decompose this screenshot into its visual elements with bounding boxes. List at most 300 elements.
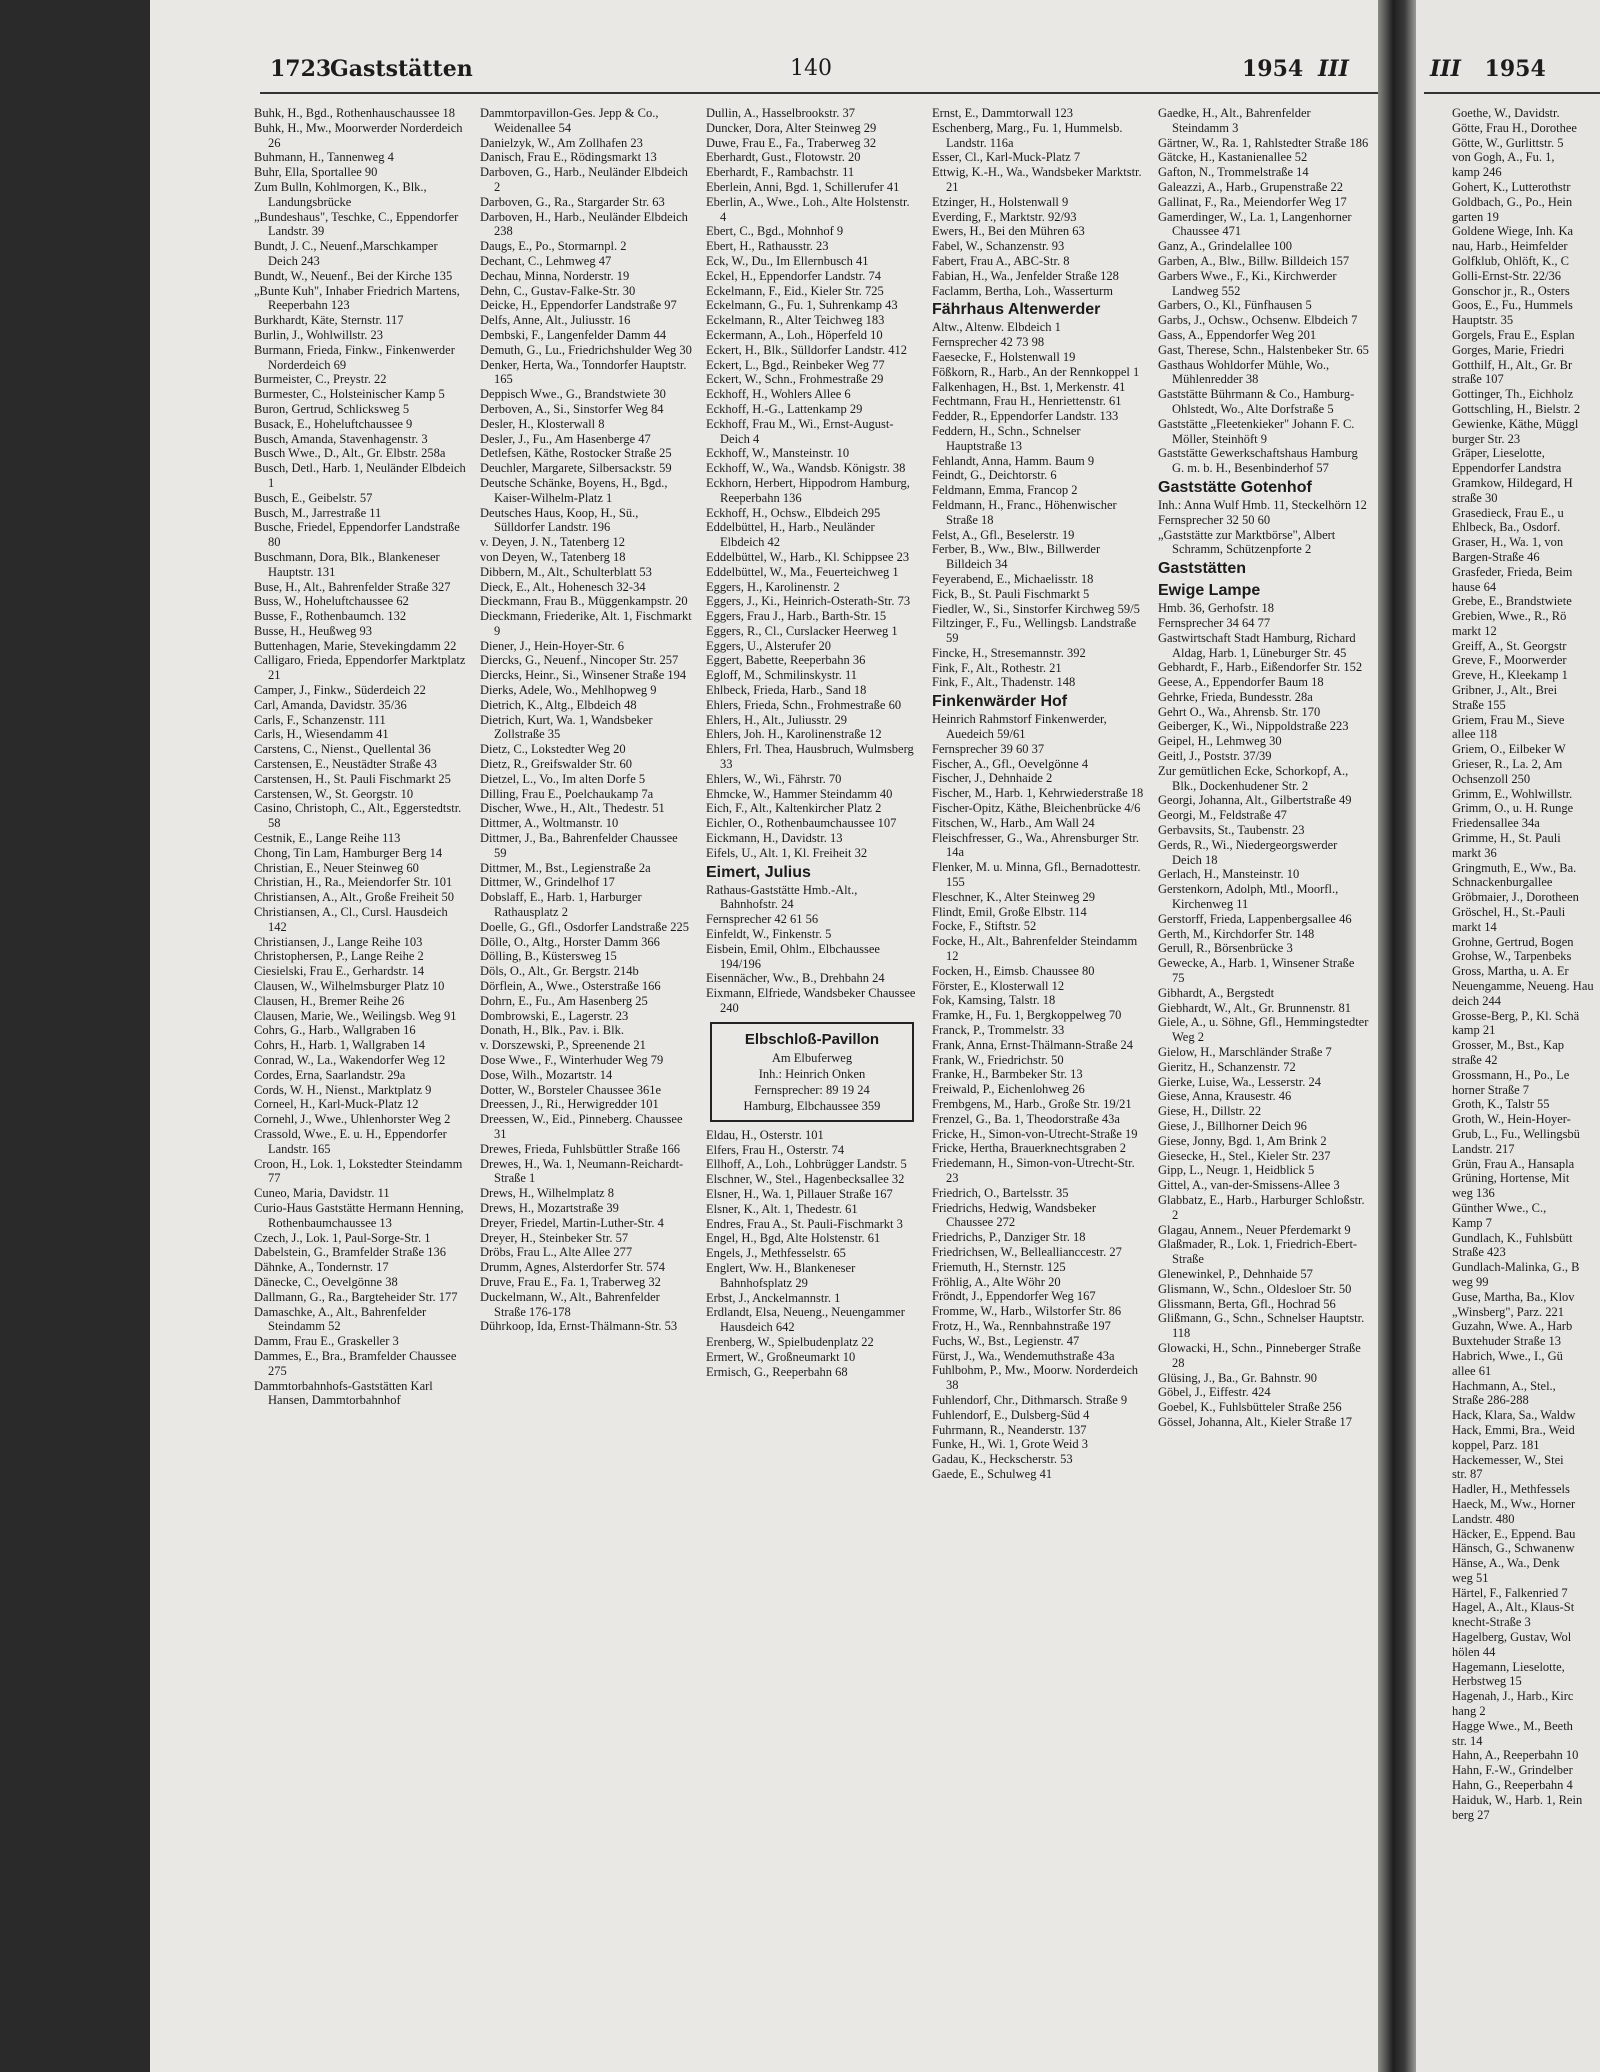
directory-entry: Faclamm, Bertha, Loh., Wasserturm xyxy=(932,283,1114,298)
directory-entry: Giese, Anna, Krausestr. 46 xyxy=(1158,1089,1292,1104)
directory-entry: Gössel, Johanna, Alt., Kieler Straße 17 xyxy=(1158,1414,1353,1429)
directory-entry: Drews, H., Wilhelmplatz 8 xyxy=(480,1186,614,1201)
directory-entry: Fink, F., Alt., Thadenstr. 148 xyxy=(932,675,1076,690)
advertisement-line: Fernsprecher: 89 19 24 xyxy=(754,1082,870,1097)
next-page-entry: kamp 21 xyxy=(1452,1023,1496,1038)
directory-entry: Elsner, K., Alt. 1, Thedestr. 61 xyxy=(706,1201,858,1216)
next-page-entry: Grimme, H., St. Pauli xyxy=(1452,831,1561,846)
directory-entry: Eddelbüttel, H., Harb., Neuländer Elbdeich 42 xyxy=(706,520,875,550)
directory-entry: Gast, Therese, Schn., Halstenbeker Str. 65 xyxy=(1158,342,1369,357)
directory-entry: Frembgens, M., Harb., Große Str. 19/21 xyxy=(932,1097,1132,1111)
directory-entry: Camper, J., Finkw., Süderdeich 22 xyxy=(254,683,426,698)
next-page-entry: Hahn, A., Reeperbahn 10 xyxy=(1452,1748,1579,1763)
directory-entry: Gasthaus Wohldorfer Mühle, Wo., Mühlenredder 38 xyxy=(1158,357,1330,387)
next-page-entry: Hachmann, A., Stel., xyxy=(1452,1378,1556,1393)
directory-entry: Carls, F., Schanzenstr. 111 xyxy=(254,712,386,727)
directory-entry: Friedemann, H., Simon-von-Utrecht-Str. 23 xyxy=(932,1156,1135,1185)
next-page-entry: Grosse-Berg, P., Kl. Schä xyxy=(1452,1008,1580,1023)
next-page-entry: Landstr. 217 xyxy=(1452,1141,1515,1156)
directory-entry: Damaschke, A., Alt., Bahrenfelder Steindamm 52 xyxy=(254,1304,427,1334)
directory-entry: „Bunte Kuh", Inhaber Friedrich Martens, Reeperbahn 123 xyxy=(254,283,460,313)
directory-entry: Carls, H., Wiesendamm 41 xyxy=(254,727,389,742)
next-page-entry: burger Str. 23 xyxy=(1452,431,1521,446)
directory-entry: Geiberger, K., Wi., Nippoldstraße 223 xyxy=(1158,719,1349,734)
next-page-entry: straße 30 xyxy=(1452,490,1498,505)
directory-entry: Buhk, H., Mw., Moorwerder Norderdeich 26 xyxy=(254,120,463,150)
directory-heading: Eimert, Julius xyxy=(706,863,811,881)
directory-entry: Fabert, Frau A., ABC-Str. 8 xyxy=(932,253,1070,268)
directory-entry: Gätcke, H., Kastanienallee 52 xyxy=(1158,150,1308,165)
next-page-entry: Grüning, Hortense, Mit xyxy=(1452,1171,1570,1186)
directory-entry: Glenewinkel, P., Dehnhaide 57 xyxy=(1158,1266,1313,1281)
next-page-entry: Hadler, H., Methfessels xyxy=(1452,1482,1570,1497)
directory-entry: Eschenberg, Marg., Fu. 1, Hummelsb. Landstr. 116a xyxy=(932,120,1123,150)
directory-entry: Ernst, E., Dammtorwall 123 xyxy=(932,106,1073,120)
directory-entry: Dehn, C., Gustav-Falke-Str. 30 xyxy=(480,283,636,298)
directory-entry: Elschner, W., Stel., Hagenbecksallee 32 xyxy=(706,1172,905,1187)
directory-entry: Duwe, Frau E., Fa., Traberweg 32 xyxy=(706,135,877,150)
directory-entry: Gerds, R., Wi., Niedergeorgswerder Deich 18 xyxy=(1158,837,1338,867)
directory-entry: Crassold, Wwe., E. u. H., Eppendorfer Landstr. 165 xyxy=(254,1126,447,1156)
next-page-entry: nau, Harb., Heimfelder xyxy=(1452,239,1568,254)
next-page-entry: Grün, Frau A., Hansapla xyxy=(1452,1156,1575,1171)
directory-entry: Dammtorbahnhofs-Gaststätten Karl Hansen, Dammtorbahnhof xyxy=(254,1378,433,1408)
directory-entry: Gierke, Luise, Wa., Lesserstr. 24 xyxy=(1158,1074,1321,1089)
directory-entry: Busch, E., Geibelstr. 57 xyxy=(254,490,373,505)
directory-entry: Fitschen, W., Harb., Am Wall 24 xyxy=(932,815,1095,830)
directory-entry: Feldmann, Emma, Francop 2 xyxy=(932,483,1078,498)
directory-entry: Eggers, Frau J., Harb., Barth-Str. 15 xyxy=(706,609,887,624)
directory-entry: Druve, Frau E., Fa. 1, Traberweg 32 xyxy=(480,1274,661,1289)
directory-entry: Heinrich Rahmstorf Finkenwerder, Auedeich 59/61 xyxy=(932,712,1107,742)
directory-entry: Eckert, W., Schn., Frohmestraße 29 xyxy=(706,372,884,387)
section-title: Gaststätten xyxy=(330,56,473,82)
next-page-entry: horner Straße 7 xyxy=(1452,1082,1530,1097)
directory-entry: Clausen, Marie, We., Weilingsb. Weg 91 xyxy=(254,1008,457,1023)
directory-entry: Focke, H., Alt., Bahrenfelder Steindamm 12 xyxy=(932,934,1138,964)
directory-entry: Burmester, C., Holsteinischer Kamp 5 xyxy=(254,387,445,402)
directory-entry: Deppisch Wwe., G., Brandstwiete 30 xyxy=(480,387,666,402)
directory-entry: Friedrichs, P., Danziger Str. 18 xyxy=(932,1230,1086,1245)
directory-entry: Ferber, B., Ww., Blw., Billwerder Billdeich 34 xyxy=(932,542,1101,572)
directory-entry: Dietz, R., Greifswalder Str. 60 xyxy=(480,757,633,772)
directory-entry: Carstensen, W., St. Georgstr. 10 xyxy=(254,786,414,801)
directory-entry: Doelle, G., Gfl., Osdorfer Landstraße 225 xyxy=(480,919,689,934)
directory-entry: Dibbern, M., Alt., Schulterblatt 53 xyxy=(480,564,652,579)
directory-entry: Altw., Altenw. Elbdeich 1 xyxy=(932,320,1061,335)
directory-entry: Feindt, G., Deichtorstr. 6 xyxy=(932,468,1057,483)
directory-entry: Eckelmann, G., Fu. 1, Suhrenkamp 43 xyxy=(706,298,898,313)
next-page-entry: garten 19 xyxy=(1452,209,1499,224)
directory-entry: Cohrs, G., Harb., Wallgraben 16 xyxy=(254,1023,416,1038)
directory-heading: Gaststätten xyxy=(1158,560,1247,578)
directory-entry: Eckhoff, H.-G., Lattenkamp 29 xyxy=(706,401,863,416)
directory-entry: Busche, Friedel, Eppendorfer Landstraße 80 xyxy=(254,520,460,550)
directory-entry: Dänecke, C., Oevelgönne 38 xyxy=(254,1274,398,1289)
next-page-entry: Gorgels, Frau E., Esplan xyxy=(1452,327,1575,342)
directory-entry: Felst, A., Gfl., Beselerstr. 19 xyxy=(932,527,1075,542)
directory-entry: Erenberg, W., Spielbudenplatz 22 xyxy=(706,1334,874,1349)
next-page-entry: Hänsch, G., Schwanenw xyxy=(1452,1541,1575,1556)
directory-entry: Geipel, H., Lehmweg 30 xyxy=(1158,734,1282,749)
next-page-entry: Greve, F., Moorwerder xyxy=(1452,653,1567,668)
directory-entry: Busch, M., Jarrestraße 11 xyxy=(254,505,382,520)
directory-entry: Garbers Wwe., F., Ki., Kirchwerder Landweg 552 xyxy=(1158,268,1337,298)
next-page-entry: Ochsenzoll 250 xyxy=(1452,771,1531,786)
directory-entry: Glißmann, G., Schn., Schnelser Hauptstr. 118 xyxy=(1158,1311,1365,1341)
directory-entry: Christian, E., Neuer Steinweg 60 xyxy=(254,860,419,875)
directory-entry: Ehmcke, W., Hammer Steindamm 40 xyxy=(706,786,893,801)
directory-entry: Eckelmann, F., Eid., Kieler Str. 725 xyxy=(706,283,884,298)
directory-entry: „Bundeshaus", Teschke, C., Eppendorfer Landstr. 39 xyxy=(254,209,459,239)
directory-entry: Gerull, R., Börsenbrücke 3 xyxy=(1158,941,1293,956)
next-year-label: 1954 xyxy=(1484,56,1546,82)
next-page-entry: knecht-Straße 3 xyxy=(1452,1615,1531,1630)
directory-entry: Eckhoff, H., Ochsw., Elbdeich 295 xyxy=(706,505,881,520)
next-page-entry: Gundlach, K., Fuhlsbütt xyxy=(1452,1230,1573,1245)
next-page-entry: markt 36 xyxy=(1452,845,1497,860)
directory-entry: Denker, Herta, Wa., Tonndorfer Hauptstr. 165 xyxy=(480,357,687,387)
advertisement-box xyxy=(710,1022,914,1122)
directory-entry: Dölling, B., Küstersweg 15 xyxy=(480,949,617,964)
directory-entry: Dechau, Minna, Norderstr. 19 xyxy=(480,268,630,283)
directory-entry: Gittel, A., van-der-Smissens-Allee 3 xyxy=(1158,1178,1340,1193)
directory-entry: Ehlers, Frl. Thea, Hausbruch, Wulmsberg 33 xyxy=(706,742,914,772)
directory-entry: Faesecke, F., Holstenwall 19 xyxy=(932,349,1076,364)
directory-entry: Glabbatz, E., Harb., Harburger Schloßstr. 2 xyxy=(1158,1192,1365,1222)
directory-entry: Gallinat, F., Ra., Meiendorfer Weg 17 xyxy=(1158,194,1347,209)
directory-entry: Ebert, C., Bgd., Mohnhof 9 xyxy=(706,224,844,239)
directory-entry: Dittmer, M., Bst., Legienstraße 2a xyxy=(480,860,651,875)
directory-entry: Fricke, Hertha, Brauerknechtsgraben 2 xyxy=(932,1141,1127,1156)
directory-entry: Fabian, H., Wa., Jenfelder Straße 128 xyxy=(932,268,1119,283)
next-page-entry: Herbstweg 15 xyxy=(1452,1674,1522,1689)
directory-entry: Friemuth, H., Sternstr. 125 xyxy=(932,1259,1066,1274)
directory-entry: Darboven, G., Harb., Neuländer Elbdeich 2 xyxy=(480,165,688,194)
next-page-entry: Goldbach, G., Po., Hein xyxy=(1452,194,1573,209)
next-page-entry: Guse, Martha, Ba., Klov xyxy=(1452,1289,1575,1304)
directory-entry: Feldmann, H., Franc., Höhenwischer Straße 18 xyxy=(932,497,1117,527)
directory-entry: Falkenhagen, H., Bst. 1, Merkenstr. 41 xyxy=(932,379,1126,394)
directory-entry: Daugs, E., Po., Stormarnpl. 2 xyxy=(480,239,627,254)
directory-entry: Everding, F., Marktstr. 92/93 xyxy=(932,209,1077,224)
next-page-entry: Grasfeder, Frieda, Beim xyxy=(1452,564,1573,579)
next-page-entry: Ehlbeck, Ba., Osdorf. xyxy=(1452,520,1561,535)
directory-entry: Deicke, H., Eppendorfer Landstraße 97 xyxy=(480,298,677,313)
directory-entry: Englert, Ww. H., Blankeneser Bahnhofsplatz 29 xyxy=(706,1260,856,1290)
directory-entry: Eifels, U., Alt. 1, Kl. Freiheit 32 xyxy=(706,845,868,860)
directory-entry: Eckhorn, Herbert, Hippodrom Hamburg, Reeperbahn 136 xyxy=(706,475,910,505)
directory-entry: Dreessen, W., Eid., Pinneberg. Chaussee 31 xyxy=(480,1112,683,1141)
directory-entry: Fiedler, W., Si., Sinstorfer Kirchweg 59/5 xyxy=(932,601,1140,616)
next-page-entry: straße 107 xyxy=(1452,372,1504,387)
directory-entry: Busch, Detl., Harb. 1, Neuländer Elbdeich 1 xyxy=(254,461,466,490)
next-page-entry: Straße 155 xyxy=(1452,697,1506,712)
directory-entry: Discher, Wwe., H., Alt., Thedestr. 51 xyxy=(480,801,665,816)
directory-entry: Eisbein, Emil, Ohlm., Elbchaussee 194/196 xyxy=(706,941,880,971)
directory-entry: Calligaro, Frieda, Eppendorfer Marktplatz 21 xyxy=(254,653,466,683)
directory-entry: Drewes, H., Wa. 1, Neumann-Reichardt-Straße 1 xyxy=(480,1156,684,1186)
directory-entry: Gärtner, W., Ra. 1, Rahlstedter Straße 186 xyxy=(1158,135,1369,150)
directory-entry: Friedrich, O., Bartelsstr. 35 xyxy=(932,1185,1069,1200)
directory-entry: Donath, H., Blk., Pav. i. Blk. xyxy=(480,1023,624,1038)
directory-entry: Goebel, K., Fuhlsbütteler Straße 256 xyxy=(1158,1400,1342,1415)
directory-entry: Galeazzi, A., Harb., Grupenstraße 22 xyxy=(1158,179,1343,194)
directory-entry: Buttenhagen, Marie, Stevekingdamm 22 xyxy=(254,638,457,653)
next-page-entry: von Gogh, A., Fu. 1, xyxy=(1452,150,1555,165)
directory-entry: Dilling, Frau E., Poelchaukamp 7a xyxy=(480,786,654,801)
directory-entry: Ebert, H., Rathausstr. 23 xyxy=(706,239,829,254)
directory-entry: Damm, Frau E., Graskeller 3 xyxy=(254,1334,399,1349)
directory-entry: Carstens, C., Nienst., Quellental 36 xyxy=(254,742,431,757)
directory-entry: Dreyer, Friedel, Martin-Luther-Str. 4 xyxy=(480,1215,664,1230)
directory-entry: Ehlers, Joh. H., Karolinenstraße 12 xyxy=(706,727,882,742)
directory-entry: Demuth, G., Lu., Friedrichshulder Weg 30 xyxy=(480,342,692,357)
directory-entry: Burkhardt, Käte, Sternstr. 117 xyxy=(254,313,404,328)
directory-entry: Glaßmader, R., Lok. 1, Friedrich-Ebert-Straße xyxy=(1158,1237,1358,1267)
next-page-entry: Landstr. 480 xyxy=(1452,1511,1515,1526)
directory-entry: Glowacki, H., Schn., Pinneberger Straße 28 xyxy=(1158,1340,1361,1370)
directory-entry: Gehrke, Frieda, Bundesstr. 28a xyxy=(1158,689,1313,704)
advertisement-line: Am Elbuferweg xyxy=(771,1050,853,1065)
directory-entry: Eldau, H., Osterstr. 101 xyxy=(706,1127,824,1142)
directory-entry: Gerstenkorn, Adolph, Mtl., Moorfl., Kirchenweg 11 xyxy=(1158,882,1339,912)
next-page-entry: Hahn, F.-W., Grindelber xyxy=(1452,1763,1573,1778)
directory-entry: Eggers, R., Cl., Curslacker Heerweg 1 xyxy=(706,623,898,638)
directory-entry: Carstensen, E., Neustädter Straße 43 xyxy=(254,757,437,772)
directory-entry: Burmeister, C., Preystr. 22 xyxy=(254,372,387,387)
directory-entry: Delfs, Anne, Alt., Juliusstr. 16 xyxy=(480,313,631,328)
directory-entry: Dröbs, Frau L., Alte Allee 277 xyxy=(480,1245,633,1260)
directory-entry: Buhk, H., Bgd., Rothenhauschaussee 18 xyxy=(254,106,456,120)
directory-entry: Czech, J., Lok. 1, Paul-Sorge-Str. 1 xyxy=(254,1230,431,1245)
next-page-entry: Grossmann, H., Po., Le xyxy=(1452,1067,1570,1082)
next-page-entry: Hack, Klara, Sa., Waldw xyxy=(1452,1408,1576,1423)
next-page-entry: Golli-Ernst-Str. 22/36 xyxy=(1452,268,1562,283)
directory-entry: Fuhlbohm, P., Mw., Moorw. Norderdeich 38 xyxy=(932,1363,1139,1393)
directory-entry: Dombrowski, E., Lagerstr. 23 xyxy=(480,1008,629,1023)
directory-column-1 xyxy=(254,106,466,1408)
directory-entry: Diercks, Heinr., Si., Winsener Straße 194 xyxy=(480,668,687,683)
directory-entry: Fischer-Opitz, Käthe, Bleichenbrücke 4/6 xyxy=(932,801,1141,816)
directory-entry: Buhmann, H., Tannenweg 4 xyxy=(254,150,394,165)
directory-entry: Gaede, E., Schulweg 41 xyxy=(932,1466,1053,1481)
directory-entry: Frotz, H., Wa., Rennbahnstraße 197 xyxy=(932,1318,1111,1333)
next-page-entry: Hagelberg, Gustav, Wol xyxy=(1452,1630,1572,1645)
next-page-entry: Grasedieck, Frau E., u xyxy=(1452,505,1564,520)
directory-entry: Gerbavsits, St., Taubenstr. 23 xyxy=(1158,823,1305,838)
directory-entry: Gafton, N., Trommelstraße 14 xyxy=(1158,165,1309,180)
directory-entry: Fuchs, W., Bst., Legienstr. 47 xyxy=(932,1333,1080,1348)
advertisement-line: Hamburg, Elbchaussee 359 xyxy=(743,1098,881,1113)
directory-entry: Eckermann, A., Loh., Höperfeld 10 xyxy=(706,327,883,342)
directory-entry: Dreessen, J., Ri., Herwigredder 101 xyxy=(480,1097,659,1112)
directory-entry: Bundt, J. C., Neuenf.,Marschkamper Deich 243 xyxy=(254,239,438,268)
directory-entry: Gehrt O., Wa., Ahrensb. Str. 170 xyxy=(1158,704,1321,719)
directory-entry: Gibhardt, A., Bergstedt xyxy=(1158,985,1275,1000)
directory-entry: Eberlin, A., Wwe., Loh., Alte Holstenstr. 4 xyxy=(706,194,910,224)
directory-entry: Esser, Cl., Karl-Muck-Platz 7 xyxy=(932,150,1081,165)
directory-entry: Ettwig, K.-H., Wa., Wandsbeker Marktstr. 21 xyxy=(932,165,1142,194)
directory-entry: Focken, H., Eimsb. Chaussee 80 xyxy=(932,963,1095,978)
directory-entry: Focke, F., Stiftstr. 52 xyxy=(932,919,1037,934)
directory-entry: Eckhoff, W., Mansteinstr. 10 xyxy=(706,446,850,461)
directory-entry: Cestnik, E., Lange Reihe 113 xyxy=(254,831,401,846)
directory-page xyxy=(150,0,1390,2072)
directory-entry: Glissmann, Berta, Gfl., Hochrad 56 xyxy=(1158,1296,1336,1311)
directory-entry: Buhr, Ella, Sportallee 90 xyxy=(254,165,378,180)
next-page-entry: Hagenah, J., Harb., Kirc xyxy=(1452,1689,1574,1704)
directory-entry: Dieck, E., Alt., Hohenesch 32-34 xyxy=(480,579,646,594)
directory-entry: Fechtmann, Frau H., Henriettenstr. 61 xyxy=(932,394,1122,409)
directory-entry: Gewecke, A., Harb. 1, Winsener Straße 75 xyxy=(1158,956,1355,986)
directory-entry: Fernsprecher 42 61 56 xyxy=(706,912,819,927)
directory-entry: Glüsing, J., Ba., Gr. Bahnstr. 90 xyxy=(1158,1370,1318,1385)
directory-entry: Elfers, Frau H., Osterstr. 74 xyxy=(706,1142,845,1157)
next-page-entry: Gross, Martha, u. A. Er xyxy=(1452,964,1569,979)
next-page-entry: Häcker, E., Eppend. Bau xyxy=(1452,1526,1576,1541)
directory-entry: Gadau, K., Heckscherstr. 53 xyxy=(932,1452,1073,1467)
next-volume-label: III xyxy=(1430,56,1461,82)
advertisement-title: Elbschloß-Pavillon xyxy=(744,1030,880,1048)
next-page-entry: Gramkow, Hildegard, H xyxy=(1452,475,1573,490)
directory-entry: Dieckmann, Friederike, Alt. 1, Fischmarkt 9 xyxy=(480,609,692,638)
next-page-entry: Griem, Frau M., Sieve xyxy=(1452,712,1565,727)
next-page-entry: Günther Wwe., C., xyxy=(1452,1200,1547,1215)
directory-entry: Eckhoff, W., Wa., Wandsb. Königstr. 38 xyxy=(706,461,906,476)
directory-entry: Ehlers, H., Alt., Juliusstr. 29 xyxy=(706,712,847,727)
directory-entry: v. Deyen, J. N., Tatenberg 12 xyxy=(480,535,626,550)
directory-entry: Drumm, Agnes, Alsterdorfer Str. 574 xyxy=(480,1260,666,1275)
directory-entry: Dammes, E., Bra., Bramfelder Chaussee 275 xyxy=(254,1348,457,1378)
directory-entry: Dotter, W., Borsteler Chaussee 361e xyxy=(480,1082,662,1097)
directory-entry: Gamerdinger, W., La. 1, Langenhorner Chaussee 471 xyxy=(1158,209,1352,239)
directory-entry: Giele, A., u. Söhne, Gfl., Hemmingstedter Weg 2 xyxy=(1158,1015,1369,1045)
directory-entry: Zur gemütlichen Ecke, Schorkopf, A., Blk., Dockenhudener Str. 2 xyxy=(1158,763,1349,793)
directory-entry: Detlefsen, Käthe, Rostocker Straße 25 xyxy=(480,446,672,461)
directory-entry: Erdlandt, Elsa, Neueng., Neuengammer Hausdeich 642 xyxy=(706,1305,905,1335)
directory-entry: Giesecke, H., Stel., Kieler Str. 237 xyxy=(1158,1148,1331,1163)
directory-entry: Eickmann, H., Davidstr. 13 xyxy=(706,831,843,846)
directory-entry: Giebhardt, W., Alt., Gr. Brunnenstr. 81 xyxy=(1158,1000,1352,1015)
directory-entry: Fürst, J., Wa., Wendemuthstraße 43a xyxy=(932,1348,1115,1363)
directory-entry: Eberhardt, Gust., Flotowstr. 20 xyxy=(706,150,861,165)
directory-entry: Eckhoff, Frau M., Wi., Ernst-August-Deich 4 xyxy=(706,416,894,446)
next-page-entry: Hagge Wwe., M., Beeth xyxy=(1452,1718,1573,1733)
directory-entry: Clausen, H., Bremer Reihe 26 xyxy=(254,993,405,1008)
next-page-entry: Götte, Frau H., Dorothee xyxy=(1452,120,1577,135)
directory-entry: Engels, J., Methfesselstr. 65 xyxy=(706,1246,846,1261)
directory-heading: Fährhaus Altenwerder xyxy=(932,301,1101,319)
next-page-entry: deich 244 xyxy=(1452,993,1501,1008)
next-page-entry: Gonschor jr., R., Osters xyxy=(1452,283,1570,298)
next-page-entry: Friedensallee 34a xyxy=(1452,816,1540,831)
directory-entry: Dietzel, L., Vo., Im alten Dorfe 5 xyxy=(480,771,646,786)
directory-entry: Casino, Christoph, C., Alt., Eggerstedtstr. 58 xyxy=(254,801,462,831)
directory-entry: Dreyer, H., Steinbeker Str. 57 xyxy=(480,1230,629,1245)
directory-entry: Christophersen, P., Lange Reihe 2 xyxy=(254,949,424,964)
next-page-entry: Götte, W., Gurlittstr. 5 xyxy=(1452,135,1564,150)
directory-entry: Förster, E., Klosterwall 12 xyxy=(932,978,1065,993)
directory-entry: Dörflein, A., Wwe., Osterstraße 166 xyxy=(480,979,661,994)
directory-entry: Fernsprecher 34 64 77 xyxy=(1158,615,1271,630)
directory-entry: Ellhoff, A., Loh., Lohbrügger Landstr. 5 xyxy=(706,1157,907,1172)
directory-entry: Frank, Anna, Ernst-Thälmann-Straße 24 xyxy=(932,1037,1133,1052)
directory-entry: Fleischfresser, G., Wa., Ahrensburger Str. 14a xyxy=(932,830,1140,860)
next-page-entry: Gottschling, H., Bielstr. 2 xyxy=(1452,401,1581,416)
directory-entry: Buschmann, Dora, Blk., Blankeneser Hauptstr. 131 xyxy=(254,549,440,579)
next-page-entry: Grohse, W., Tarpenbeks xyxy=(1452,949,1572,964)
directory-entry: Fischer, M., Harb. 1, Kehrwiederstraße 18 xyxy=(932,786,1144,801)
directory-entry: Fuhlendorf, Chr., Dithmarsch. Straße 9 xyxy=(932,1392,1128,1407)
directory-entry: Diercks, G., Neuenf., Nincoper Str. 257 xyxy=(480,653,679,668)
book-gutter xyxy=(1378,0,1416,2072)
directory-column-3 xyxy=(706,106,918,1379)
directory-heading: Ewige Lampe xyxy=(1158,582,1261,600)
directory-entry: Eisennächer, Ww., B., Drehbahn 24 xyxy=(706,971,885,986)
directory-entry: Garbers, O., Kl., Fünfhausen 5 xyxy=(1158,298,1312,313)
directory-entry: Franke, H., Barmbeker Str. 13 xyxy=(932,1067,1083,1082)
directory-entry: Gerth, M., Kirchdorfer Str. 148 xyxy=(1158,926,1315,941)
middle-page-number: 140 xyxy=(790,56,832,81)
next-page-entry: Gohert, K., Lutterothstr xyxy=(1452,179,1571,194)
directory-entry: Danisch, Frau E., Rödingsmarkt 13 xyxy=(480,150,657,165)
directory-entry: Dohrn, E., Fu., Am Hasenberg 25 xyxy=(480,993,648,1008)
directory-entry: Deutsches Haus, Koop, H., Sü., Sülldorfer Landstr. 196 xyxy=(480,505,639,535)
directory-entry: Engel, H., Bgd, Alte Holstenstr. 61 xyxy=(706,1231,881,1246)
next-page-entry: Greve, H., Kleekamp 1 xyxy=(1452,668,1568,683)
directory-entry: Framke, H., Fu. 1, Bergkoppelweg 70 xyxy=(932,1008,1122,1023)
next-page-entry: Hackemesser, W., Stei xyxy=(1452,1452,1564,1467)
directory-entry: Curio-Haus Gaststätte Hermann Henning, Rothenbaumchaussee 13 xyxy=(254,1200,464,1230)
directory-entry: Ermert, W., Großneumarkt 10 xyxy=(706,1349,856,1364)
next-page-entry: Habrich, Wwe., I., Gü xyxy=(1452,1348,1563,1363)
directory-entry: Frank, W., Friedrichstr. 50 xyxy=(932,1052,1064,1067)
directory-entry: Bundt, W., Neuenf., Bei der Kirche 135 xyxy=(254,268,453,283)
next-page-entry: Hahn, G., Reeperbahn 4 xyxy=(1452,1778,1573,1793)
directory-entry: Flenker, M. u. Minna, Gfl., Bernadottestr. 155 xyxy=(932,860,1141,890)
next-page-entry: Gewienke, Käthe, Müggl xyxy=(1452,416,1579,431)
directory-entry: Zum Bulln, Kohlmorgen, K., Blk., Landungsbrücke xyxy=(254,179,427,209)
directory-entry: Dechant, C., Lehmweg 47 xyxy=(480,253,612,268)
directory-entry: Dührkoop, Ida, Ernst-Thälmann-Str. 53 xyxy=(480,1319,678,1334)
next-page-entry: Gröbmaier, J., Dorotheen xyxy=(1452,890,1579,905)
directory-entry: Rathaus-Gaststätte Hmb.-Alt., Bahnhofstr. 24 xyxy=(706,882,858,912)
directory-entry: Duckelmann, W., Alt., Bahrenfelder Straße 176-178 xyxy=(480,1289,660,1319)
directory-entry: Buron, Gertrud, Schlicksweg 5 xyxy=(254,401,410,416)
directory-entry: Dähnke, A., Tondernstr. 17 xyxy=(254,1260,389,1275)
directory-entry: Dose, Wilh., Mozartstr. 14 xyxy=(480,1067,613,1082)
directory-entry: Corneel, H., Karl-Muck-Platz 12 xyxy=(254,1097,419,1112)
next-page-entry: Eppendorfer Landstra xyxy=(1452,461,1562,476)
next-page-entry: hause 64 xyxy=(1452,579,1497,594)
directory-entry: Burlin, J., Wohlwillstr. 23 xyxy=(254,327,383,342)
page-number: 1723 xyxy=(270,56,332,82)
directory-entry: Deutsche Schänke, Boyens, H., Bgd., Kaiser-Wilhelm-Platz 1 xyxy=(480,475,668,505)
next-page-entry: Griem, O., Eilbeker W xyxy=(1452,742,1566,757)
next-page-entry: Groth, W., Hein-Hoyer- xyxy=(1452,1112,1571,1127)
directory-entry: Fricke, H., Simon-von-Utrecht-Straße 19 xyxy=(932,1126,1138,1141)
directory-entry: Dietrich, Kurt, Wa. 1, Wandsbeker Zollstraße 35 xyxy=(480,712,653,742)
directory-entry: Franck, P., Trommelstr. 33 xyxy=(932,1023,1065,1038)
directory-entry: Desler, J., Fu., Am Hasenberge 47 xyxy=(480,431,651,446)
directory-entry: Gastwirtschaft Stadt Hamburg, Richard Aldag, Harb. 1, Lüneburger Str. 45 xyxy=(1158,630,1356,660)
next-page-entry: Goos, E., Fu., Hummels xyxy=(1452,298,1573,313)
next-page-entry: Grebien, Wwe., R., Rö xyxy=(1452,609,1567,624)
directory-entry: Fok, Kamsing, Talstr. 18 xyxy=(932,993,1056,1008)
directory-column-4 xyxy=(932,106,1144,1482)
directory-entry: Derboven, A., Si., Sinstorfer Weg 84 xyxy=(480,401,664,416)
